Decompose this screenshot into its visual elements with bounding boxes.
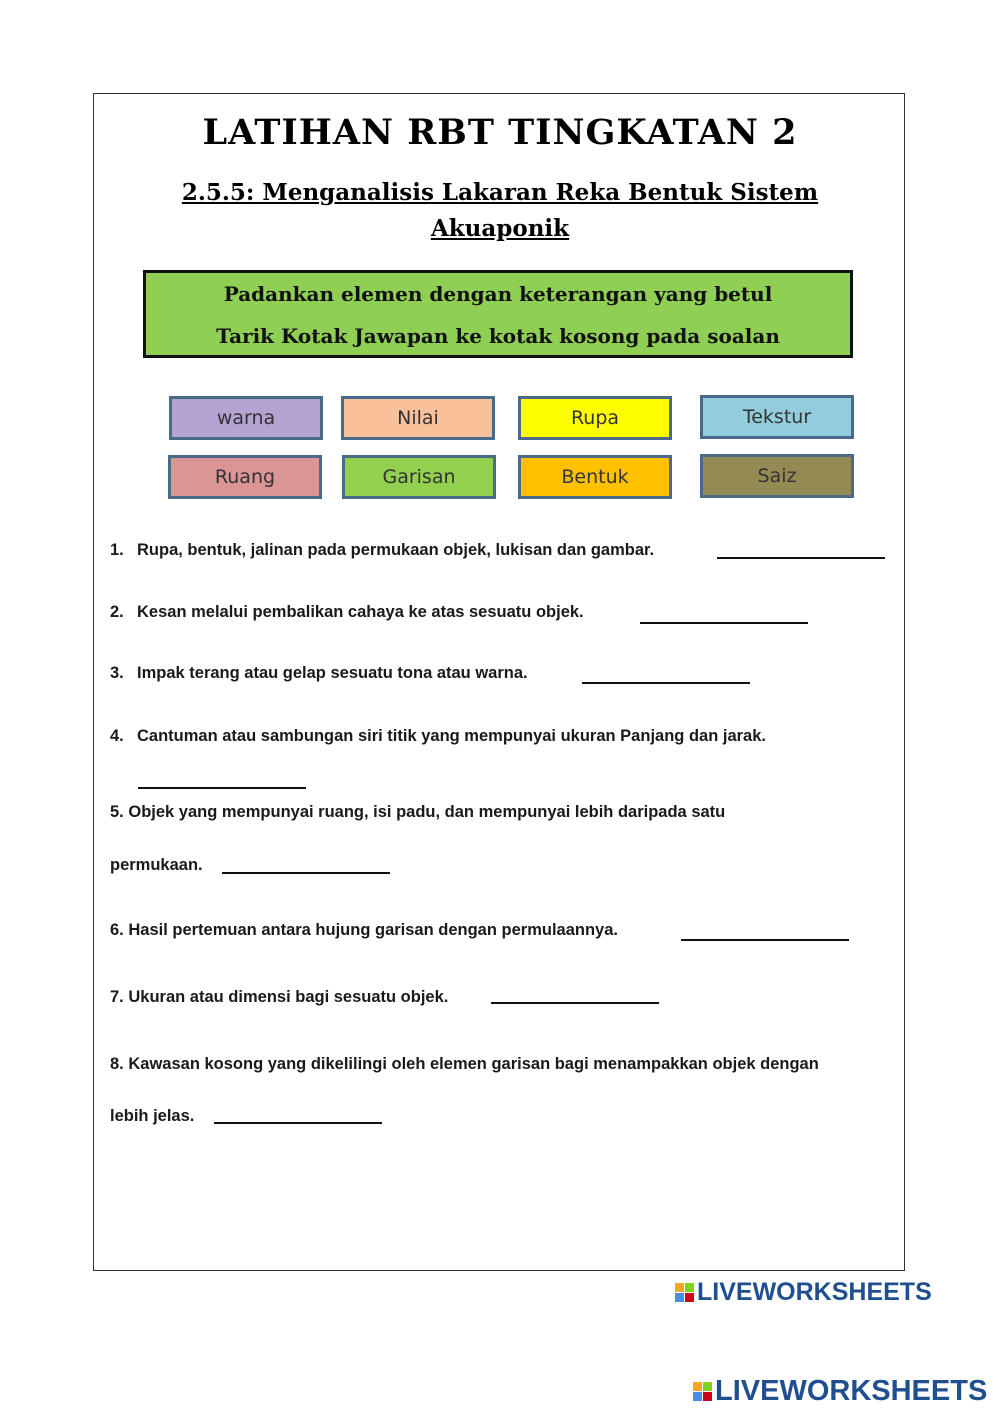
answer-chip-bentuk[interactable]: Bentuk [518,455,672,499]
question-6 [110,921,618,940]
answer-chip-warna[interactable]: warna [169,396,323,440]
question-number: 7. [110,988,124,1006]
question-text-cont: permukaan. [110,856,203,874]
question-text: Hasil pertemuan antara hujung garisan dengan permulaannya. [128,921,618,939]
instruction-line-1: Padankan elemen dengan keterangan yang betul [223,282,773,306]
question-7 [110,988,448,1007]
answer-drop-slot-6[interactable] [681,939,849,941]
question-text: Kesan melalui pembalikan cahaya ke atas sesuatu objek. [137,603,584,621]
answer-chip-tekstur[interactable]: Tekstur [700,395,854,439]
answer-drop-slot-5[interactable] [222,872,390,874]
question-5 [110,803,725,822]
answer-drop-slot-3[interactable] [582,682,750,684]
answer-drop-slot-7[interactable] [491,1002,659,1004]
question-number: 3. [110,664,124,682]
question-2 [110,603,584,622]
liveworksheets-logo-icon [693,1382,712,1401]
answer-chip-garisan[interactable]: Garisan [342,455,496,499]
answer-drop-slot-1[interactable] [717,557,885,559]
question-text: Kawasan kosong yang dikelilingi oleh elemen garisan bagi menampakkan objek dengan [128,1055,819,1073]
answer-drop-slot-2[interactable] [640,622,808,624]
brand-name: LIVEWORKSHEETS [715,1375,988,1407]
question-1 [110,541,654,560]
question-number: 5. [110,803,124,821]
question-text: Rupa, bentuk, jalinan pada permukaan objek, lukisan dan gambar. [137,541,655,559]
answer-chip-nilai[interactable]: Nilai [341,396,495,440]
instruction-line-2: Tarik Kotak Jawapan ke kotak kosong pada soalan [216,324,780,348]
question-text-cont: lebih jelas. [110,1107,195,1125]
answer-drop-slot-4[interactable] [138,787,306,789]
liveworksheets-logo-footer [693,1375,987,1408]
liveworksheets-logo [675,1278,932,1307]
answer-drop-slot-8[interactable] [214,1122,382,1124]
question-text: Impak terang atau gelap sesuatu tona atau warna. [137,664,528,682]
brand-name: LIVEWORKSHEETS [697,1278,932,1306]
question-number: 2. [110,603,124,621]
question-number: 8. [110,1055,124,1073]
question-4 [110,727,766,746]
answer-chip-ruang[interactable]: Ruang [168,455,322,499]
instruction-box [143,270,853,358]
page-title: LATIHAN RBT TINGKATAN 2 [202,112,798,153]
question-3 [110,664,528,683]
question-text: Ukuran atau dimensi bagi sesuatu objek. [128,988,449,1006]
answer-chip-saiz[interactable]: Saiz [700,454,854,498]
liveworksheets-logo-icon [675,1283,694,1302]
question-8 [110,1055,819,1074]
question-5-continued [110,856,203,875]
question-text: Objek yang mempunyai ruang, isi padu, dan mempunyai lebih daripada satu [128,803,726,821]
page-subtitle: 2.5.5: Menganalisis Lakaran Reka Bentuk Sistem Akuaponik [181,179,819,242]
answer-chip-rupa[interactable]: Rupa [518,396,672,440]
question-8-continued [110,1107,194,1126]
question-number: 4. [110,727,124,745]
question-text: Cantuman atau sambungan siri titik yang mempunyai ukuran Panjang dan jarak. [137,727,766,745]
question-number: 1. [110,541,124,559]
question-number: 6. [110,921,124,939]
